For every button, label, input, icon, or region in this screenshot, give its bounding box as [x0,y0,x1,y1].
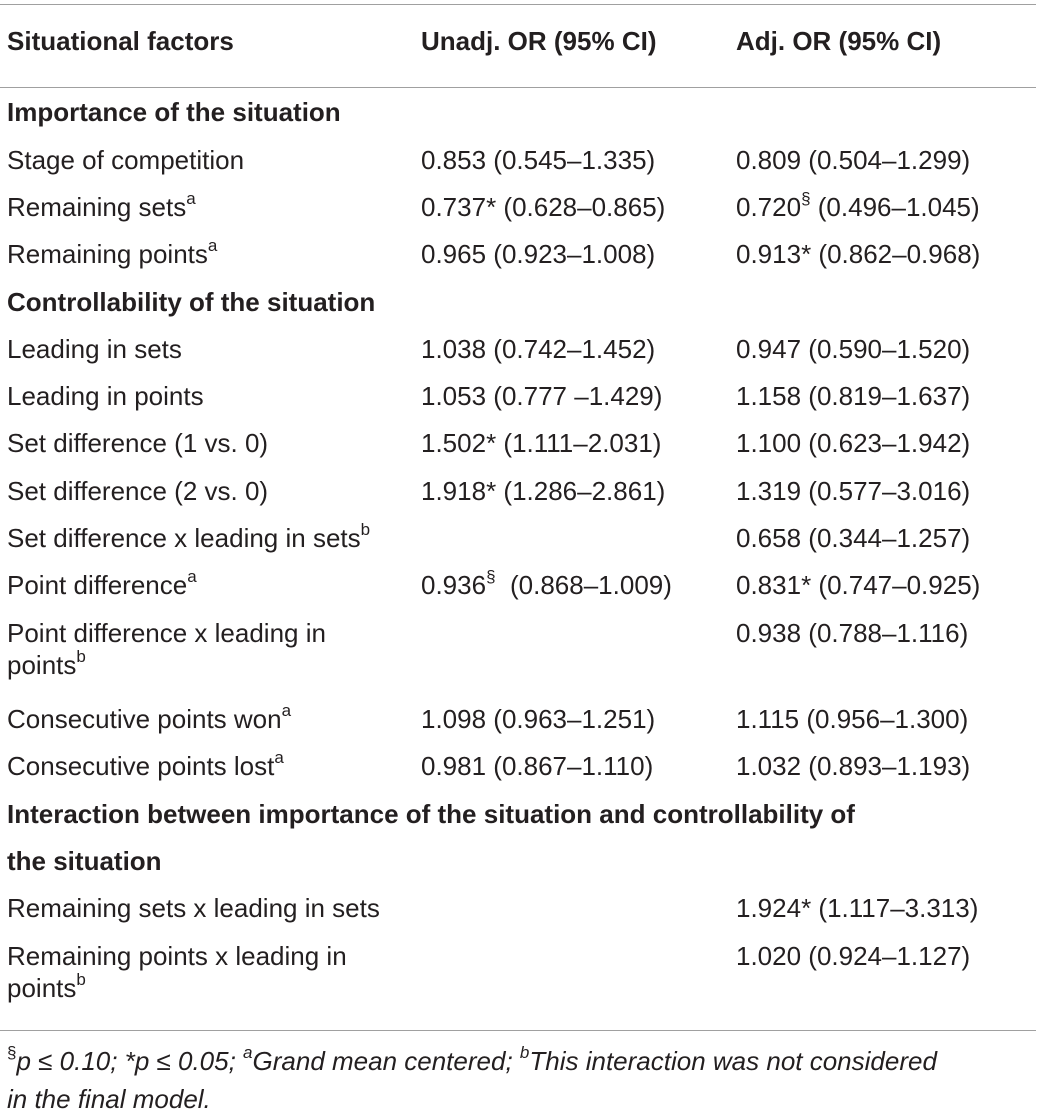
row-adjusted: 1.100 (0.623–1.942) [736,428,971,458]
header-adjusted-or: Adj. OR (95% CI) [736,26,942,56]
row-adjusted: 0.658 (0.344–1.257) [736,523,971,553]
row-unadjusted: 0.737* (0.628–0.865) [421,192,666,222]
row-label: Stage of competition [7,145,245,175]
table-header-rule [0,87,1036,88]
row-adjusted: 0.938 (0.788–1.116) [736,618,969,648]
row-label: Leading in sets [7,334,182,364]
table-top-rule [0,4,1036,5]
row-label: Point difference$^a$ [7,567,197,600]
row-adjusted: 1.319 (0.577–3.016) [736,476,971,506]
row-label: Point difference x leading in points$^b$ [7,618,326,680]
header-situational-factors: Situational factors [7,26,234,56]
header-unadjusted-or: Unadj. OR (95% CI) [421,26,657,56]
table-row [0,617,1036,689]
row-label: Set difference (1 vs. 0) [7,428,269,458]
row-adjusted: 1.158 (0.819–1.637) [736,381,971,411]
row-unadjusted: 0.981 (0.867–1.110) [421,751,654,781]
row-label: Consecutive points lost$^a$ [7,748,284,781]
row-unadjusted: 0.936§ (0.868–1.009) [421,567,672,600]
table-footnote: §p ≤ 0.10; *p ≤ 0.05; $^a$Grand mean centered; $^b$This interaction was not considered in the final model. [7,1043,937,1114]
row-unadjusted: 0.853 (0.545–1.335) [421,145,656,175]
table-footer-rule [0,1030,1036,1031]
row-adjusted: 1.032 (0.893–1.193) [736,751,971,781]
row-adjusted: 0.947 (0.590–1.520) [736,334,971,364]
row-unadjusted: 0.965 (0.923–1.008) [421,239,656,269]
row-unadjusted: 1.038 (0.742–1.452) [421,334,656,364]
row-adjusted: 0.809 (0.504–1.299) [736,145,971,175]
row-adjusted: 1.115 (0.956–1.300) [736,704,969,734]
row-adjusted: 1.924* (1.117–3.313) [736,893,979,923]
row-adjusted: 0.831* (0.747–0.925) [736,570,981,600]
row-unadjusted: 1.053 (0.777 –1.429) [421,381,663,411]
row-label: Remaining points$^a$ [7,236,218,269]
row-adjusted: 0.720§ (0.496–1.045) [736,189,980,222]
row-label: Remaining points x leading in points$^b$ [7,941,347,1003]
row-unadjusted: 1.502* (1.111–2.031) [421,428,662,458]
row-label: Remaining sets$^a$ [7,189,196,222]
row-adjusted: 1.020 (0.924–1.127) [736,941,971,971]
row-label: Set difference x leading in sets$^b$ [7,520,371,553]
row-label: Remaining sets x leading in sets [7,893,380,923]
row-label: Leading in points [7,381,204,411]
row-label: Consecutive points won$^a$ [7,701,292,734]
row-unadjusted: 1.098 (0.963–1.251) [421,704,656,734]
row-unadjusted: 1.918* (1.286–2.861) [421,476,666,506]
row-adjusted: 0.913* (0.862–0.968) [736,239,981,269]
table-row [0,940,1036,1012]
row-label: Set difference (2 vs. 0) [7,476,269,506]
